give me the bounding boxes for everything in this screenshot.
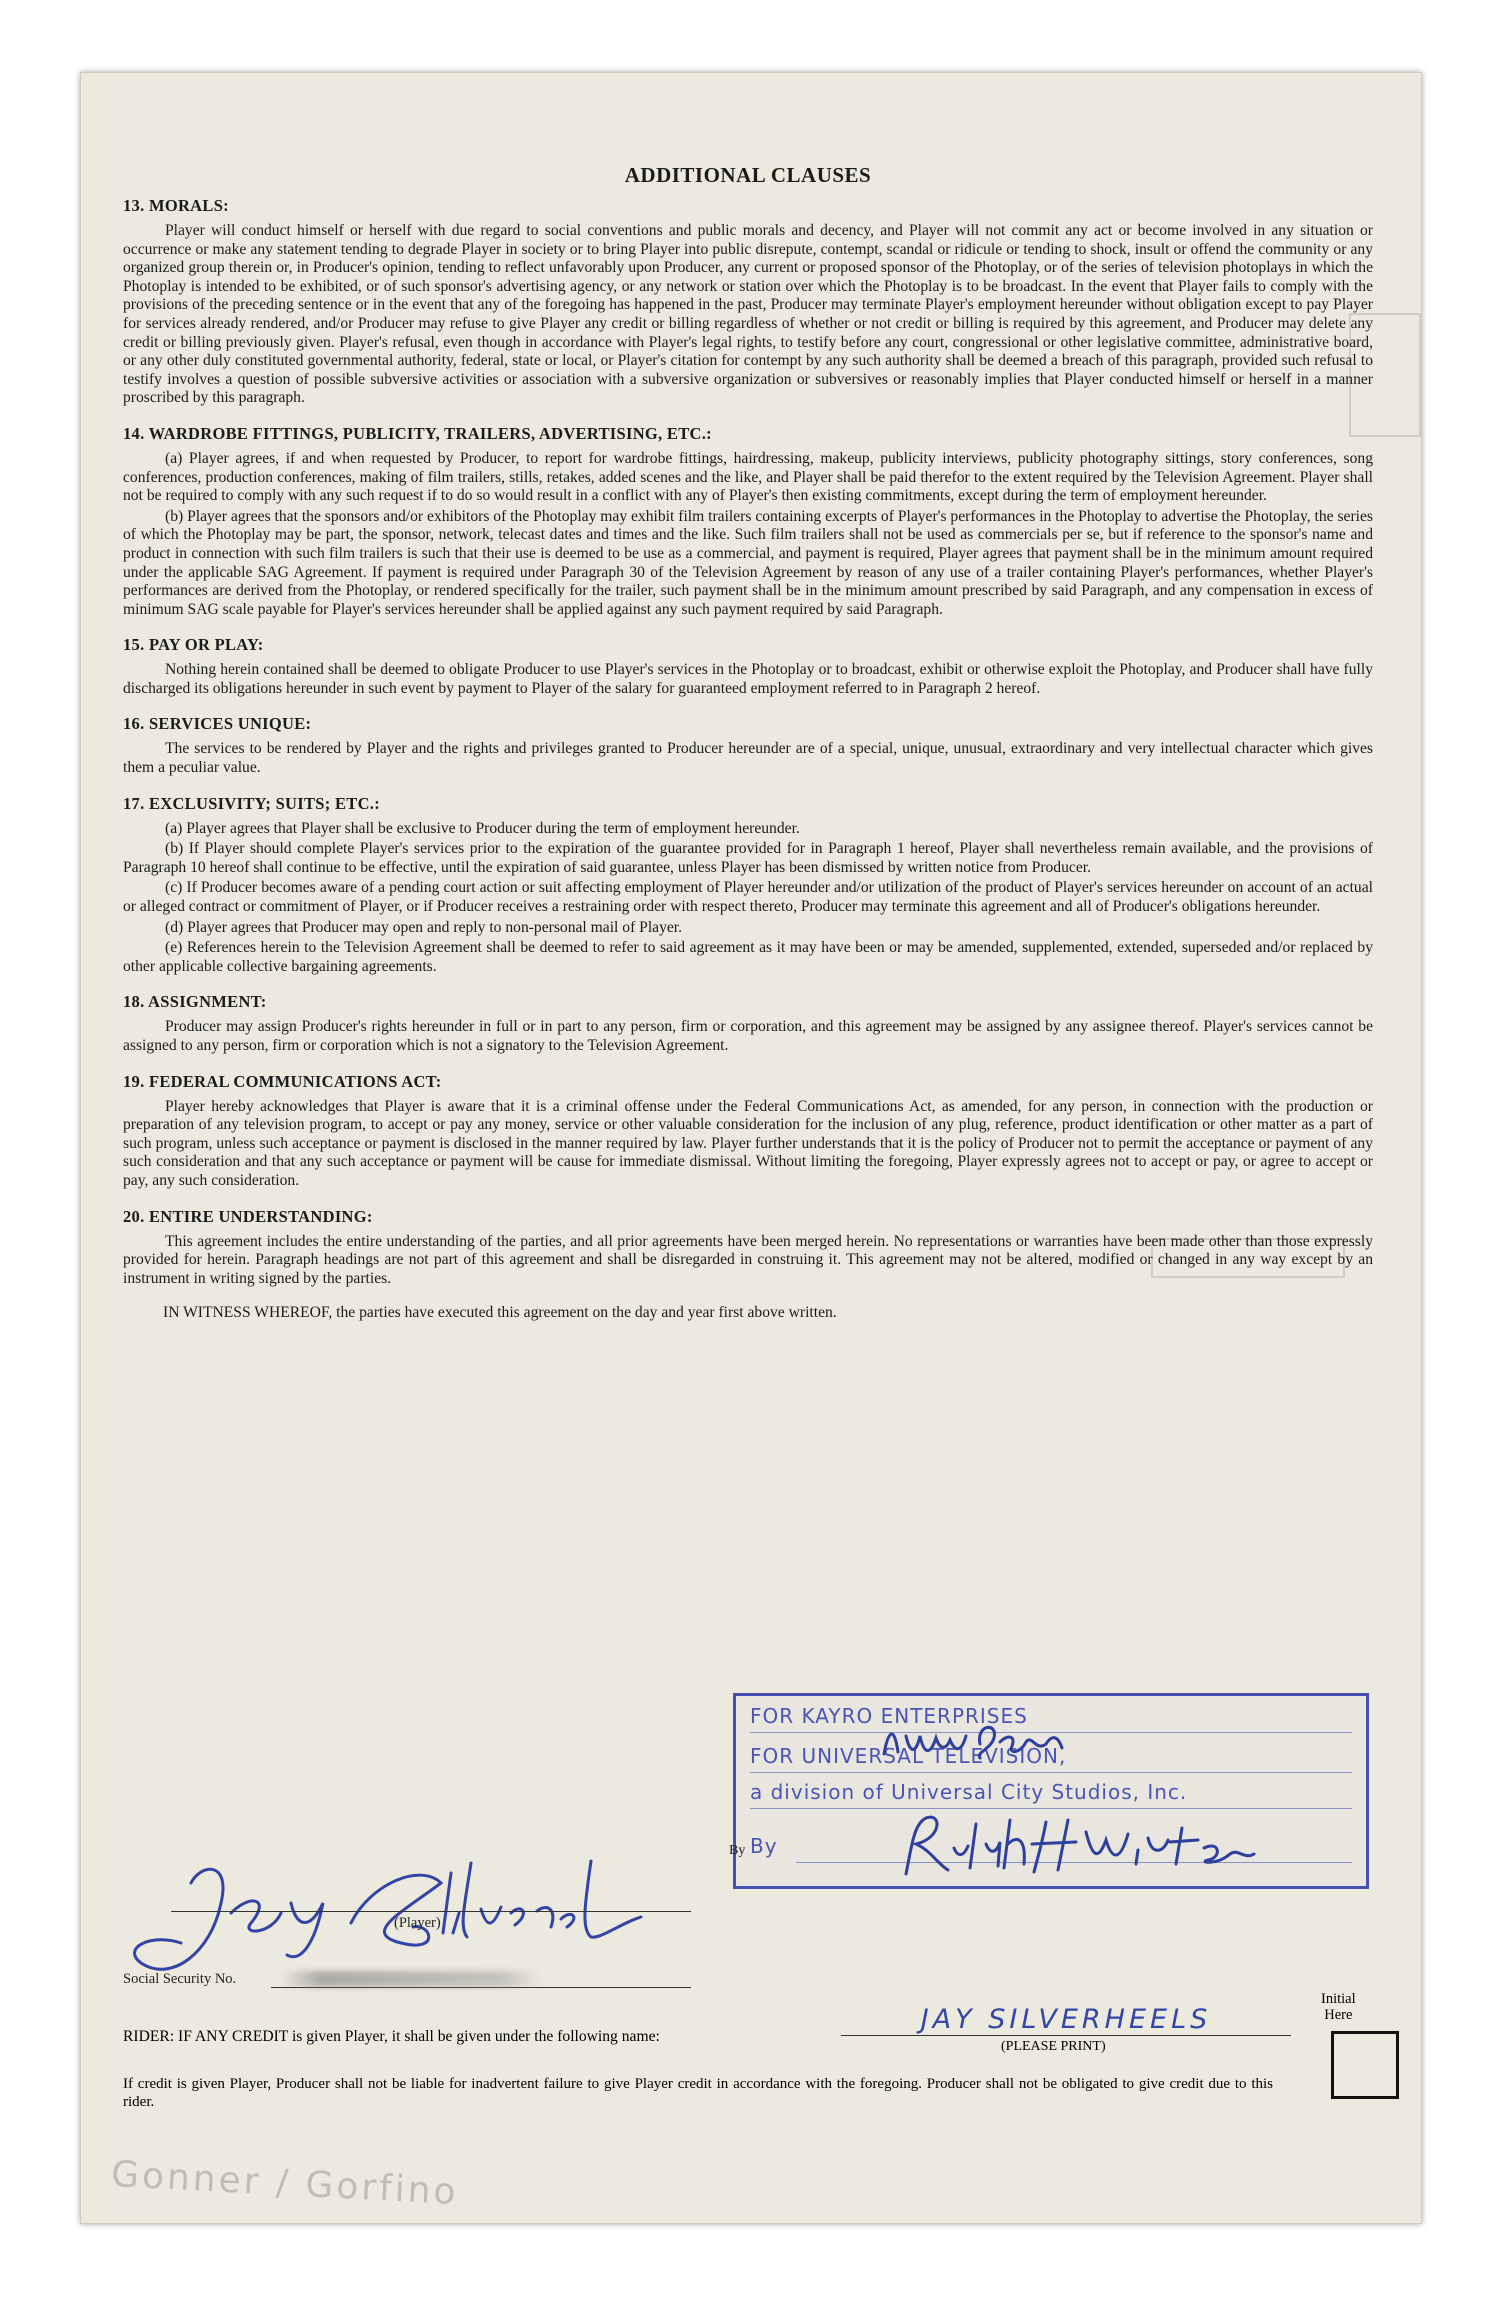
clause-paragraph: (b) If Player should complete Player's services prior to the expiration of the guarantee provided for in Paragraph 1 hereof, Player shall nevertheless remain available, and the provisions of Paragraph 10 hereof shall continue to be effective, until the expiration of said guarantee, unless Player has been dismissed by written notice from Producer. bbox=[123, 840, 1373, 876]
clause-heading: 16. SERVICES UNIQUE: bbox=[123, 714, 312, 734]
clause-heading: 20. ENTIRE UNDERSTANDING: bbox=[123, 1206, 373, 1226]
clause-section bbox=[123, 196, 1373, 408]
producer-signature-bottom bbox=[886, 1804, 1266, 1884]
clause-section bbox=[123, 635, 1373, 698]
producer-stamp bbox=[733, 1693, 1369, 1889]
pencil-note: Gonner / Gorfino bbox=[110, 2153, 460, 2214]
document-title: ADDITIONAL CLAUSES bbox=[624, 163, 872, 187]
witness-statement: IN WITNESS WHEREOF, the parties have executed this agreement on the day and year first above written. bbox=[163, 1304, 837, 1322]
clause-paragraph: (a) Player agrees that Player shall be exclusive to Producer during the term of employment hereunder. bbox=[165, 819, 800, 837]
social-security-line bbox=[271, 1987, 691, 1988]
clause-paragraph: Player hereby acknowledges that Player is aware that it is a criminal offense under the Federal Communications Act, as amended, for any person, in connection with the production or preparation of any television program, to accept or pay any money, service or other valuable consideration for the inclusion of any plug, reference, product identification or other matter as a part of such program, unless such acceptance or payment is disclosed in the manner required by law. Player further understands that it is the policy of Producer not to permit the acceptance or payment of any such consideration and that any such acceptance or payment will be cause for immediate dismissal. Without limiting the foregoing, Player expressly agrees not to accept or pay, or agree to accept or pay, any such consideration. bbox=[123, 1097, 1373, 1189]
player-signature-line bbox=[171, 1911, 691, 1912]
clause-section bbox=[123, 424, 1373, 619]
clause-heading: 15. PAY OR PLAY: bbox=[123, 635, 264, 655]
stamp-line-4: By bbox=[750, 1834, 778, 1858]
contract-text bbox=[123, 163, 1373, 1322]
stamp-line-3: a division of Universal City Studios, Inc. bbox=[750, 1780, 1188, 1804]
contract-page bbox=[80, 72, 1422, 2224]
clause-heading: 18. ASSIGNMENT: bbox=[123, 992, 267, 1012]
please-print-label: (PLEASE PRINT) bbox=[1001, 2039, 1106, 2054]
clause-section bbox=[123, 992, 1373, 1055]
social-security-label: Social Security No. bbox=[123, 1971, 237, 1987]
rider-footnote: If credit is given Player, Producer shall not be liable for inadvertent failure to give Player credit in accordance with the foregoing. Producer shall not be obligated to give credit due to this rider. bbox=[123, 2076, 1273, 2110]
clause-heading: 17. EXCLUSIVITY; SUITS; ETC.: bbox=[123, 793, 381, 813]
clause-section bbox=[123, 794, 1373, 977]
initial-box bbox=[1331, 2031, 1399, 2099]
clause-paragraph: (d) Player agrees that Producer may open and reply to non-personal mail of Player. bbox=[165, 918, 683, 936]
stamp-line-1: FOR KAYRO ENTERPRISES bbox=[750, 1704, 1028, 1728]
clause-section bbox=[123, 1207, 1373, 1289]
clause-paragraph: (c) If Producer becomes aware of a pending court action or suit affecting employment of Player hereunder and/or utilization of the product of Player's services hereunder on account of an actual or alleged contract or commitment of Player, or if Producer receives a restraining order with respect thereto, Producer may terminate this agreement and all of Producer's obligations hereunder. bbox=[123, 879, 1373, 916]
clause-section bbox=[123, 1072, 1373, 1191]
credit-name-field: JAY SILVERHEELS bbox=[841, 2005, 1291, 2036]
clause-heading: 14. WARDROBE FITTINGS, PUBLICITY, TRAILERS, ADVERTISING, ETC.: bbox=[123, 423, 712, 443]
by-label: By bbox=[729, 1843, 746, 1858]
clause-paragraph: Player will conduct himself or herself with due regard to social conventions and public morals and decency, and Player will not commit any act or become involved in any situation or occurrence or make any statement tending to degrade Player in society or to bring Player into public disrepute, contempt, scandal or ridicule or tending to shock, insult or offend the community or any organized group therein or, in Producer's opinion, tending to reflect unfavorably upon Producer, any current or proposed sponsor of the Photoplay, or of the series of television photoplays in which the Photoplay is intended to be exhibited, or of such sponsor's advertising agency, or any network or station over which the Photoplay is to be broadcast. In the event that Player fails to comply with the provisions of the preceding sentence or in the event that any of the foregoing has happened in the past, Producer may terminate Player's employment hereunder without obligation except to pay Player for services already rendered, and/or Producer may refuse to give Player any credit or billing regardless of whether or not credit or billing is required by this agreement, and Producer may delete any credit or billing previously given. Player's refusal, even though in accordance with Player's legal rights, to testify before any court, congressional or other legislative committee, administrative board, or any other duly constituted governmental authority, federal, state or local, or Player's citation for contempt by any such authority shall be deemed a breach of this paragraph, provided such refusal to testify involves a question of possible subversive activities or association with a subversive organization or subversives or reasonably implies that Player conducted himself or herself in a manner proscribed by this paragraph. bbox=[123, 222, 1373, 407]
stamp-line-2: FOR UNIVERSAL TELEVISION, bbox=[750, 1744, 1067, 1768]
initial-label-line-2: Here bbox=[1324, 2007, 1353, 2023]
rider-text: RIDER: IF ANY CREDIT is given Player, it shall be given under the following name: bbox=[123, 2028, 660, 2045]
clause-heading: 13. MORALS: bbox=[123, 196, 229, 215]
clause-paragraph: (e) References herein to the Television Agreement shall be deemed to refer to said agreement as it may have been or may be amended, supplemented, extended, superseded and/or replaced by other applicable collective bargaining agreements. bbox=[123, 939, 1373, 975]
clause-section bbox=[123, 714, 1373, 777]
clauses bbox=[123, 196, 1373, 1288]
initial-label-line-1: Initial bbox=[1321, 1991, 1356, 2007]
player-label: (Player) bbox=[394, 1915, 441, 1931]
clause-paragraph: The services to be rendered by Player and the rights and privileges granted to Producer hereunder are of a special, unique, unusual, extraordinary and very intellectual character which gives them a peculiar value. bbox=[123, 740, 1373, 777]
clause-paragraph: Producer may assign Producer's rights hereunder in full or in part to any person, firm or corporation, and this agreement may be assigned by any assignee thereof. Player's services cannot be assigned to any person, firm or corporation which is not a signatory to the Television Agreement. bbox=[123, 1018, 1373, 1054]
producer-signature-top bbox=[876, 1714, 1076, 1774]
clause-paragraph: (a) Player agrees, if and when requested by Producer, to report for wardrobe fittings, hairdressing, makeup, publicity interviews, publicity photography sittings, story conferences, song conferences, production conferences, making of film trailers, stills, retakes, added scenes and the like, and Player shall be paid therefor to the extent required by the Television Agreement. Player shall not be required to comply with any such request if to do so would result in a conflict with any of Player's then existing commitments, except during the term of employment hereunder. bbox=[123, 449, 1373, 505]
clause-paragraph: (b) Player agrees that the sponsors and/or exhibitors of the Photoplay may exhibit film trailers containing excerpts of Player's performances in the Photoplay to advertise the Photoplay, the series of which the Photoplay may be part, the sponsor, network, telecast dates and times and the like. Such film trailers shall not be used as commercials per se, but if reference to the sponsor's name and product in connection with such film trailers is such that their use is deemed to be use as a commercial, and payment is required, Player agrees that payment shall be in the minimum amount required under the applicable SAG Agreement. If payment is required under Paragraph 30 of the Television Agreement by reason of any use of a trailer containing Player's performances, whether Player's performances are derived from the Photoplay, or rendered specifically for the trailer, such payment shall be in the minimum amount prescribed by said Paragraph, and any compensation in excess of minimum SAG scale payable for Player's services hereunder shall be applied against any such payment required by said Paragraph. bbox=[123, 507, 1373, 618]
clause-heading: 19. FEDERAL COMMUNICATIONS ACT: bbox=[123, 1071, 442, 1091]
clause-paragraph: This agreement includes the entire understanding of the parties, and all prior agreements have been merged herein. No representations or warranties have been made other than those expressly provided for herein. Paragraph headings are not part of this agreement and shall be disregarded in construing it. This agreement may not be altered, modified or changed in any way except by an instrument in writing signed by the parties. bbox=[123, 1232, 1373, 1287]
clause-paragraph: Nothing herein contained shall be deemed to obligate Producer to use Player's services in the Photoplay or to broadcast, exhibit or otherwise exploit the Photoplay, and Producer shall have fully discharged its obligations hereunder in such event by payment to Player of the salary for guaranteed employment referred to in Paragraph 2 hereof. bbox=[123, 661, 1373, 697]
redacted-ssn bbox=[281, 1971, 541, 1987]
initial-here-label bbox=[1321, 1991, 1356, 2023]
